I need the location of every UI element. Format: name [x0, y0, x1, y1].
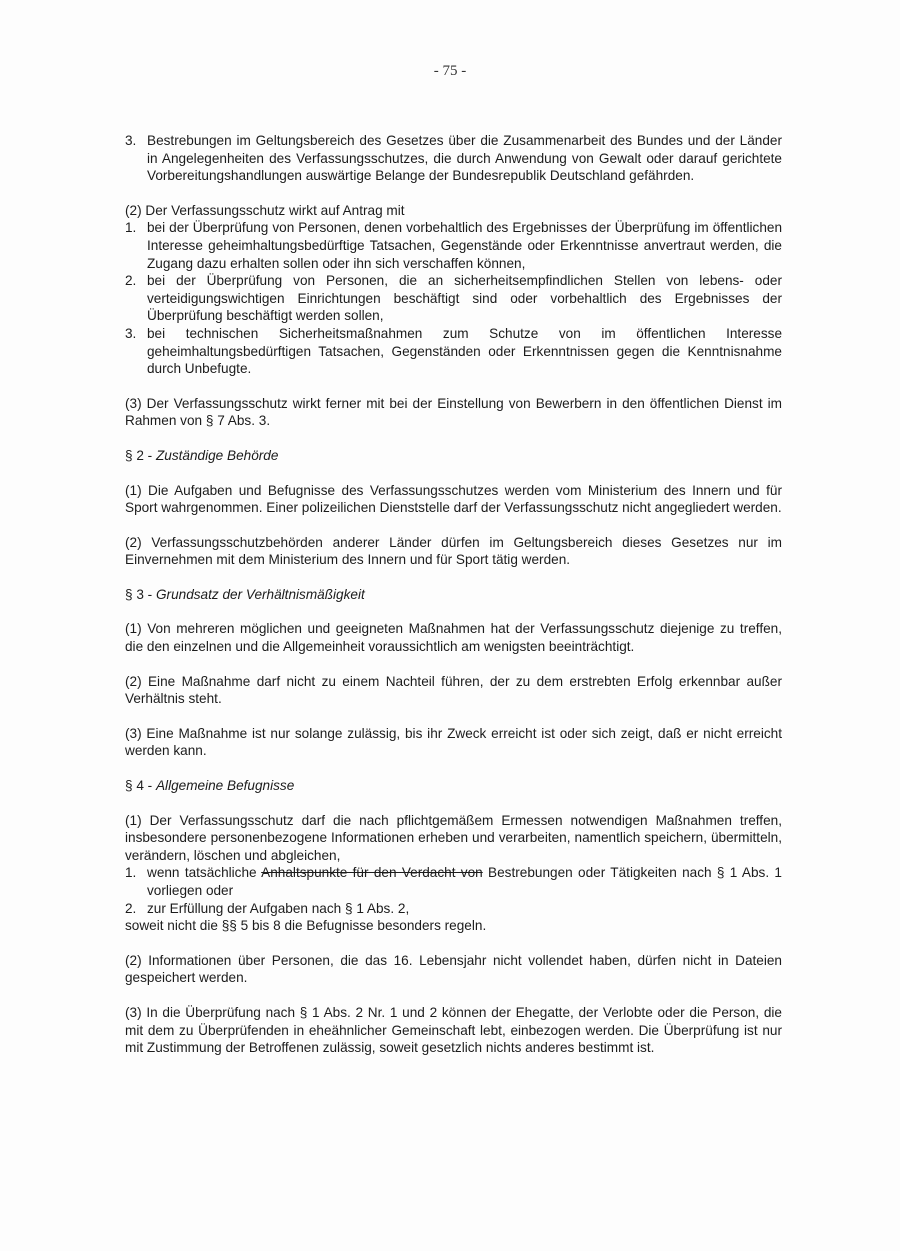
- list-number: 1.: [125, 220, 137, 236]
- document-body: [125, 132, 782, 1057]
- section3-heading: [125, 586, 782, 604]
- section2-para1: (1) Die Aufgaben und Befugnisse des Verfassungsschutzes werden vom Ministerium des Innern und für Sport wahrgenommen. Einer polizeilichen Dienststelle darf der Verfassungsschutz nicht angegliedert werden.: [125, 482, 782, 516]
- list-number: 1.: [125, 865, 137, 881]
- list-item-text: Bestrebungen im Geltungsbereich des Gesetzes über die Zusammenarbeit des Bundes und der Länder in Angelegenheiten des Verfassungsschutzes, die durch Anwendung von Gewalt oder darauf gerichtete Vorbereitungshandlungen auswärtige Belange der Bundesrepublik Deutschland gefährden.: [147, 133, 782, 184]
- list-number: 2.: [125, 273, 137, 289]
- section-heading-title: Allgemeine Befugnisse: [155, 778, 295, 794]
- section-heading-title: Grundsatz der Verhältnismäßigkeit: [155, 586, 365, 602]
- struck-through-text: Anhaltspunkte für den Verdacht von: [261, 865, 483, 881]
- list-item-text-start: wenn tatsächliche: [147, 865, 262, 881]
- section2-heading: [125, 447, 782, 465]
- page-number: - 75 -: [433, 63, 467, 79]
- section1-para2-item1: [125, 219, 782, 272]
- section3-para3: (3) Eine Maßnahme ist nur solange zulässig, bis ihr Zweck erreicht ist oder sich zeigt, daß er nicht erreicht werden kann.: [125, 725, 782, 759]
- section4-heading: [125, 777, 782, 795]
- section2-para2: (2) Verfassungsschutzbehörden anderer Länder dürfen im Geltungsbereich dieses Gesetzes nur im Einvernehmen mit dem Ministerium des Innern und für Sport tätig werden.: [125, 534, 782, 568]
- list-item-text-end: Bestrebungen oder Tätigkeiten nach § 1 Abs. 1 vorliegen oder: [147, 865, 782, 898]
- list-number: 2.: [125, 900, 137, 916]
- section1-para2-item2: [125, 272, 782, 325]
- list-item-text: bei der Überprüfung von Personen, die an sicherheitsempfindlichen Stellen von lebens- oder verteidigungswichtigen Einrichtungen beschäftigt sind oder vorbehaltlich des Ergebnisses der Überprüfung beschäftigt werden sollen,: [147, 273, 782, 324]
- section-heading-prefix: § 2 -: [125, 447, 156, 463]
- section4-para1-closing: soweit nicht die §§ 5 bis 8 die Befugnisse besonders regeln.: [125, 918, 487, 934]
- section-heading-title: Zuständige Behörde: [155, 447, 279, 463]
- list-item-text: bei der Überprüfung von Personen, denen vorbehaltlich des Ergebnisses der Überprüfung im öffentlichen Interesse geheimhaltungsbedürftige Tatsachen, Gegenstände oder Erkenntnisse anvertraut werden, die Zugang dazu erhalten sollen oder ihn sich verschaffen können,: [147, 220, 782, 271]
- section3-para2: (2) Eine Maßnahme darf nicht zu einem Nachteil führen, der zu dem erstrebten Erfolg erkennbar außer Verhältnis steht.: [125, 673, 782, 707]
- section4-para2: (2) Informationen über Personen, die das 16. Lebensjahr nicht vollendet haben, dürfen nicht in Dateien gespeichert werden.: [125, 952, 782, 986]
- section1-item3: [125, 132, 782, 185]
- section-heading-prefix: § 3 -: [125, 586, 156, 602]
- section-heading-prefix: § 4 -: [125, 778, 156, 794]
- section4-para3: (3) In die Überprüfung nach § 1 Abs. 2 Nr. 1 und 2 können der Ehegatte, der Verlobte oder die Person, die mit dem zu Überprüfenden in eheähnlicher Gemeinschaft lebt, einbezogen werden. Die Überprüfung ist nur mit Zustimmung der Betroffenen zulässig, soweit gesetzlich nichts anderes bestimmt ist.: [125, 1004, 782, 1056]
- section3-para1: (1) Von mehreren möglichen und geeigneten Maßnahmen hat der Verfassungsschutz diejenige zu treffen, die den einzelnen und die Allgemeinheit voraussichtlich am wenigsten beeinträchtigt.: [125, 621, 782, 655]
- section1-para3: (3) Der Verfassungsschutz wirkt ferner mit bei der Einstellung von Bewerbern in den öffentlichen Dienst im Rahmen von § 7 Abs. 3.: [125, 395, 782, 429]
- section4-para1-item1: [125, 864, 782, 899]
- list-number: 3.: [125, 325, 137, 341]
- list-item-text: bei technischen Sicherheitsmaßnahmen zum Schutze von im öffentlichen Interesse geheimhaltungsbedürftigen Tatsachen, Gegenständen oder Erkenntnissen gegen die Kenntnisnahme durch Unbefugte.: [147, 325, 782, 377]
- list-item-text: zur Erfüllung der Aufgaben nach § 1 Abs. 2,: [147, 900, 410, 916]
- section1-para2-intro: (2) Der Verfassungsschutz wirkt auf Antrag mit: [125, 202, 405, 218]
- section4-para1-intro: (1) Der Verfassungsschutz darf die nach pflichtgemäßem Ermessen notwendigen Maßnahmen treffen, insbesondere personenbezogene Informationen erheben und verarbeiten, namentlich speichern, übermitteln, verändern, löschen und abgleichen,: [125, 812, 782, 863]
- section4-para1-item2: [125, 900, 782, 918]
- list-number: 3.: [125, 133, 137, 148]
- section1-para2-item3: [125, 325, 782, 378]
